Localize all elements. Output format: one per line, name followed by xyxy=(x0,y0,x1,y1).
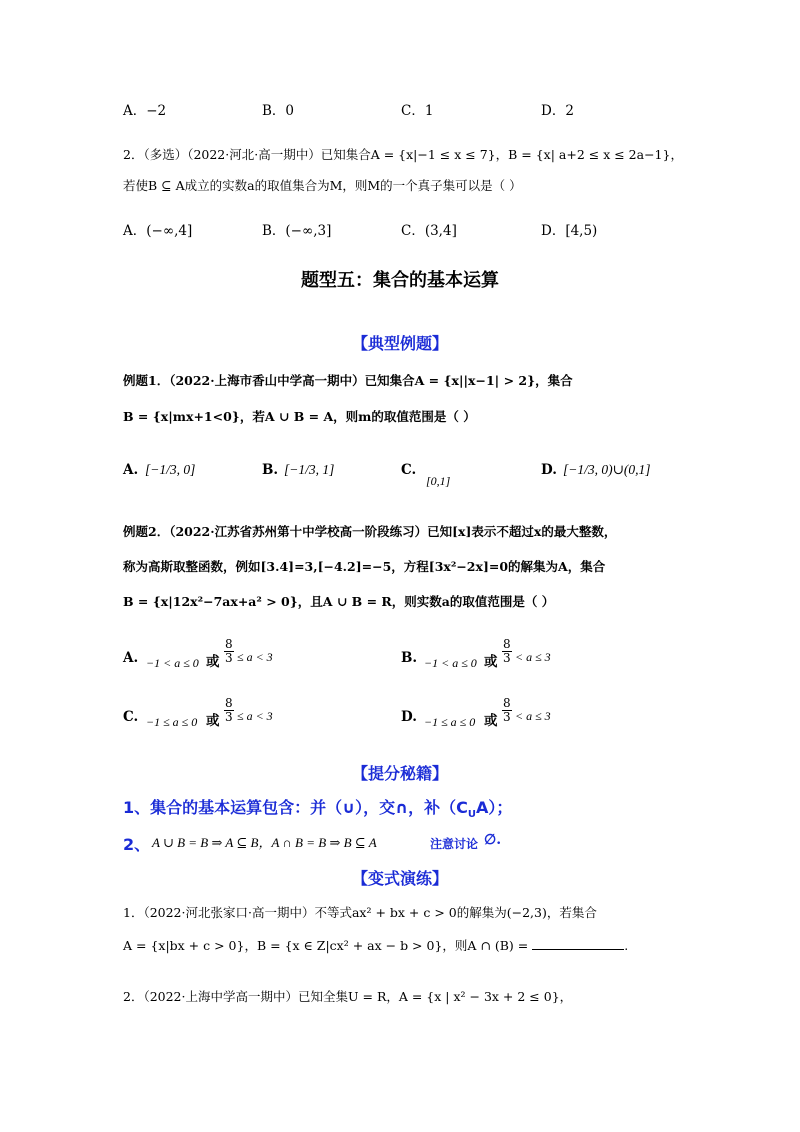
example-2-option-a-fraction: $\frac{8}{3}$ xyxy=(225,637,233,665)
question-2-option-c: C．(3,4] xyxy=(401,223,457,239)
prev-option-c: C．1 xyxy=(401,103,434,119)
example-1-option-c-label: C. xyxy=(401,462,417,478)
practice-1-line-2: A = {x|bx + c > 0}，B = {x ∈ Z|cx² + ax − b > 0}，则A ∩ ( xyxy=(123,938,500,953)
prev-option-d: D．2 xyxy=(541,103,574,119)
example-2-option-c-label: C. xyxy=(123,709,139,725)
example-2-option-d-right: < a ≤ 3 xyxy=(515,709,551,723)
practice-2-line-1: 2．（2022·上海中学高一期中）已知全集U = R，A = {x | x² − 3x + 2 ≤ 0}， xyxy=(123,989,573,1004)
example-2-option-c-right: ≤ a < 3 xyxy=(237,709,273,723)
example-2-option-c-left: −1 ≤ a ≤ 0 xyxy=(146,715,198,729)
example-2-option-b-label: B. xyxy=(401,650,418,666)
example-2-options-row-1 xyxy=(0,638,800,678)
example-2-option-d-label: D. xyxy=(401,709,417,725)
example-2-option-b-left: −1 < a ≤ 0 xyxy=(424,656,477,670)
example-2-option-c-fraction: $\frac{8}{3}$ xyxy=(225,696,233,724)
tip-1-text: 1、集合的基本运算包含：并（∪），交∩，补（C xyxy=(123,798,468,817)
tip-2-note: 注意讨论 xyxy=(430,837,479,851)
prev-option-b: B．0 xyxy=(262,103,295,119)
tip-2-number: 2、 xyxy=(123,835,151,854)
tip-1-subscript: U xyxy=(467,809,476,821)
example-1-option-d-label: D. xyxy=(541,462,557,478)
example-2-line-2: 称为高斯取整函数，例如[3.4]=3,[−4.2]=−5，方程[3x²−2x]=0的解集为A，集合 xyxy=(123,559,606,574)
example-1-option-b-label: B. xyxy=(262,462,279,478)
question-2-option-d: D．[4,5) xyxy=(541,223,598,239)
example-2-option-d-fraction: $\frac{8}{3}$ xyxy=(503,696,511,724)
question-2-line-1: 2．（多选）（2022·河北·高一期中）已知集合A = {x|−1 ≤ x ≤ 7}，B = {x| a+2 ≤ x ≤ 2a−1}， xyxy=(123,147,683,162)
example-2-option-b-or: 或 xyxy=(484,654,498,670)
example-1-line-1: 例题1．（2022·上海市香山中学高一期中）已知集合A = {x||x−1| > 2}，集合 xyxy=(123,373,573,388)
example-2-option-a-label: A. xyxy=(123,650,139,666)
practice-heading: 【变式演练】 xyxy=(351,869,448,888)
example-2-option-a-left: −1 < a ≤ 0 xyxy=(146,656,199,670)
example-2-options-row-2 xyxy=(0,697,800,737)
example-1-option-d-value: [−1/3, 0)∪(0,1] xyxy=(563,462,651,477)
section-title: 题型五：集合的基本运算 xyxy=(301,270,499,291)
answer-blank[interactable] xyxy=(532,949,624,950)
example-1-line-2: B = {x|mx+1<0}，若A ∪ B = A，则m的取值范围是（ ） xyxy=(123,409,476,424)
prev-option-a: A．−2 xyxy=(123,103,167,119)
tips-heading: 【提分秘籍】 xyxy=(351,764,448,783)
example-2-option-a-right: ≤ a < 3 xyxy=(237,650,273,664)
example-2-option-c-or: 或 xyxy=(206,713,220,729)
example-2-line-1: 例题2．（2022·江苏省苏州第十中学校高一阶段练习）已知[x]表示不超过x的最大整数， xyxy=(123,524,617,539)
example-1-option-a-label: A. xyxy=(123,462,139,478)
practice-1-line-2-end: . xyxy=(624,938,629,953)
practice-1-line-2-tail: B) = xyxy=(499,938,529,953)
example-2-option-b-right: < a ≤ 3 xyxy=(515,650,551,664)
example-2-option-a-or: 或 xyxy=(206,654,220,670)
question-2-line-2: 若使B ⊆ A成立的实数a的取值集合为M，则M的一个真子集可以是（ ） xyxy=(123,178,522,193)
example-2-option-b-fraction: $\frac{8}{3}$ xyxy=(503,637,511,665)
typical-examples-heading: 【典型例题】 xyxy=(351,334,448,353)
example-2-line-3: B = {x|12x²−7ax+a² > 0}，且A ∪ B = R，则实数a的取值范围是（ ） xyxy=(123,594,555,609)
practice-1-line-1: 1．（2022·河北张家口·高一期中）不等式ax² + bx + c > 0的解集为(−2,3)，若集合 xyxy=(123,905,597,920)
question-2-option-a: A．(−∞,4] xyxy=(123,223,193,239)
example-1-option-a-value: [−1/3, 0] xyxy=(145,462,196,477)
example-2-option-d-or: 或 xyxy=(484,713,498,729)
example-1-option-c-value: [0,1] xyxy=(426,474,451,488)
tip-2-end: ∅. xyxy=(484,832,502,848)
question-2-option-b: B．(−∞,3] xyxy=(262,223,332,239)
example-2-option-d-left: −1 ≤ a ≤ 0 xyxy=(424,715,476,729)
tip-1-end: A）； xyxy=(476,798,513,817)
tip-2-math: A ∪ B = B ⇒ A ⊆ B，A ∩ B = B ⇒ B ⊆ A xyxy=(152,835,377,850)
example-1-option-b-value: [−1/3, 1] xyxy=(284,462,335,477)
